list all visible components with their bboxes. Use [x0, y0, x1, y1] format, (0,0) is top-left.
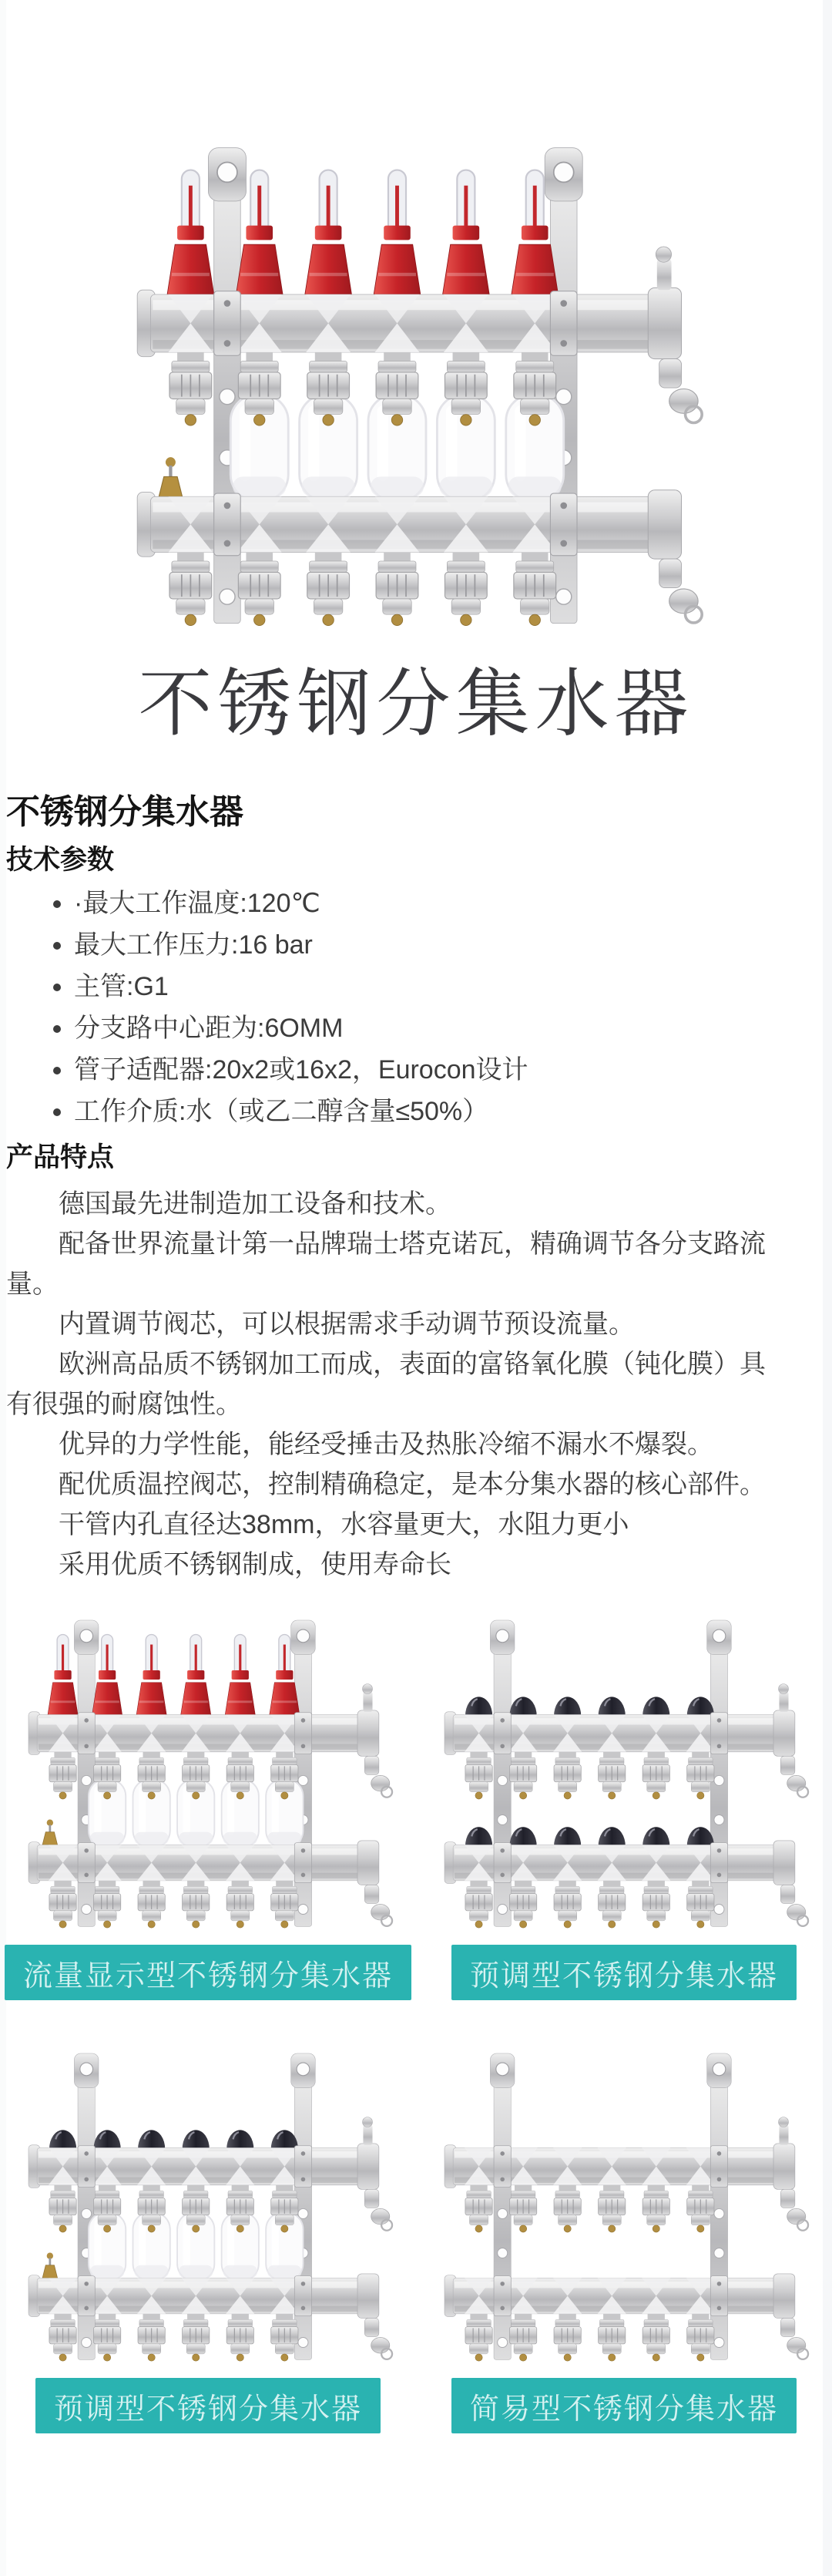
feature-paragraph: 优异的力学性能，能经受捶击及热胀冷缩不漏水不爆裂。: [59, 1430, 713, 1459]
feature-paragraph: 采用优质不锈钢制成，使用寿命长: [59, 1550, 451, 1579]
tech-bullet: • 主管:G1: [74, 971, 777, 1002]
feature-paragraph: 配备世界流量计第一品牌瑞士塔克诺瓦，精确调节各分支路流量。: [6, 1229, 766, 1299]
tech-bullet: • 最大工作压力:16 bar: [74, 930, 777, 960]
product-card: [416, 1607, 832, 2000]
features-paragraphs: [6, 1184, 777, 1585]
feature-paragraph: 德国最先进制造加工设备和技术。: [59, 1189, 451, 1219]
hero-caption: 不锈钢分集水器: [138, 663, 694, 745]
product-label: 预调型不锈钢分集水器: [451, 1945, 797, 2000]
tech-bullet: • ·最大工作温度:120℃: [74, 888, 777, 919]
hero-product-photo: [122, 129, 710, 631]
product-description: [6, 792, 777, 1585]
product-image-manifold-preset: [434, 1607, 814, 1932]
tech-params-list: [6, 888, 777, 1127]
tech-bullet: • 工作介质:水（或乙二醇含量≤50%）: [74, 1096, 777, 1127]
feature-paragraph: 欧洲高品质不锈钢加工而成，表面的富铬氧化膜（钝化膜）具有很强的耐腐蚀性。: [6, 1350, 766, 1419]
product-image-manifold-simple: [434, 2040, 814, 2366]
tech-bullet: • 分支路中心距为:6OMM: [74, 1013, 777, 1044]
product-label: 简易型不锈钢分集水器: [451, 2378, 797, 2433]
tech-bullet: • 管子适配器:20x2或16x2，Eurocon设计: [74, 1054, 777, 1085]
page-title: 不锈钢分集水器: [6, 793, 243, 831]
features-heading: 产品特点: [6, 1142, 115, 1172]
tech-params-heading: 技术参数: [6, 845, 115, 875]
product-card: [0, 1607, 416, 2000]
product-card: [416, 2040, 832, 2433]
feature-paragraph: 配优质温控阀芯，控制精确稳定，是本分集水器的核心部件。: [59, 1470, 766, 1499]
product-image-manifold-preset-manual: [18, 2040, 398, 2366]
product-image-manifold-flow-display: [18, 1607, 398, 1932]
product-variant-grid: [0, 1607, 832, 2433]
product-card: [0, 2040, 416, 2433]
product-label: 预调型不锈钢分集水器: [35, 2378, 381, 2433]
feature-paragraph: 内置调节阀芯，可以根据需求手动调节预设流量。: [59, 1310, 635, 1339]
product-label: 流量显示型不锈钢分集水器: [5, 1945, 411, 2000]
feature-paragraph: 干管内孔直径达38mm，水容量更大，水阻力更小: [59, 1510, 629, 1539]
